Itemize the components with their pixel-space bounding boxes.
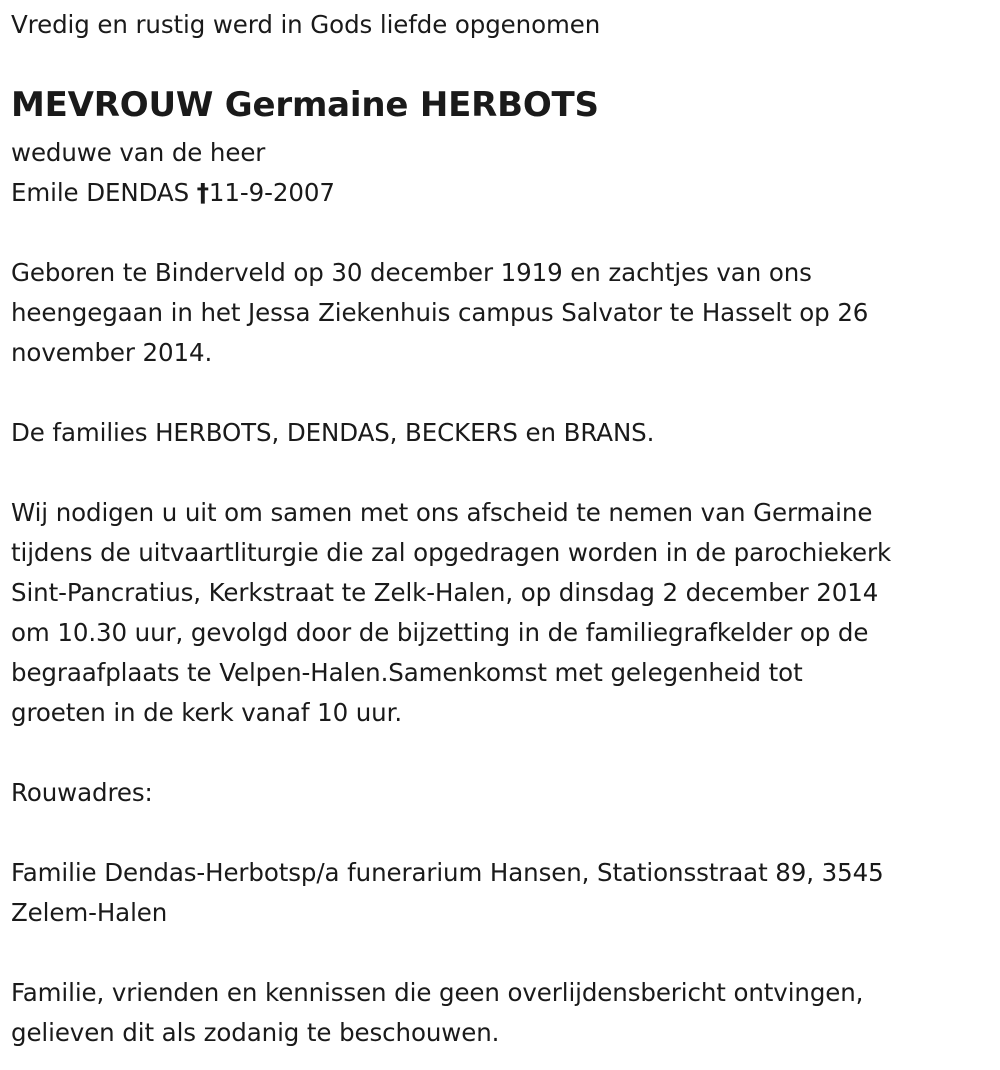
- paragraph-line: november 2014.: [11, 338, 213, 367]
- paragraph-line: Geboren te Binderveld op 30 december 1919 en zachtjes van ons: [11, 258, 812, 287]
- paragraph-line: Familie, vrienden en kennissen die geen overlijdensbericht ontvingen,: [11, 978, 864, 1007]
- spouse-line-2: [11, 173, 335, 213]
- paragraph-line: om 10.30 uur, gevolgd door de bijzetting in de familiegrafkelder op de: [11, 618, 869, 647]
- intro-text: Vredig en rustig werd in Gods liefde opgenomen: [11, 10, 601, 39]
- spouse-name: Emile DENDAS: [11, 178, 190, 207]
- spouse-death-date: 11-9-2007: [208, 178, 335, 207]
- paragraph-line: Zelem-Halen: [11, 898, 168, 927]
- address-paragraph: [11, 853, 884, 933]
- paragraph-line: gelieven dit als zodanig te beschouwen.: [11, 1018, 500, 1047]
- closing-paragraph: [11, 973, 863, 1053]
- cross-icon: †: [196, 178, 209, 207]
- paragraph-line: Wij nodigen u uit om samen met ons afscheid te nemen van Germaine: [11, 498, 873, 527]
- paragraph-line: De families HERBOTS, DENDAS, BECKERS en BRANS.: [11, 418, 655, 447]
- spouse-line-1: weduwe van de heer: [11, 138, 266, 167]
- rouwadres-label-block: [11, 773, 153, 813]
- birth-death-paragraph: [11, 253, 868, 373]
- rouwadres-label: Rouwadres:: [11, 778, 153, 807]
- paragraph-line: begraafplaats te Velpen-Halen.Samenkomst met gelegenheid tot: [11, 658, 803, 687]
- families-paragraph: [11, 413, 654, 453]
- spouse-block: [11, 133, 335, 213]
- paragraph-line: tijdens de uitvaartliturgie die zal opgedragen worden in de parochiekerk: [11, 538, 892, 567]
- paragraph-line: groeten in de kerk vanaf 10 uur.: [11, 698, 403, 727]
- invitation-paragraph: [11, 493, 891, 733]
- deceased-name: MEVROUW Germaine HERBOTS: [11, 85, 599, 125]
- paragraph-line: Familie Dendas-Herbotsp/a funerarium Hansen, Stationsstraat 89, 3545: [11, 858, 884, 887]
- paragraph-line: Sint-Pancratius, Kerkstraat te Zelk-Halen, op dinsdag 2 december 2014: [11, 578, 879, 607]
- paragraph-line: heengegaan in het Jessa Ziekenhuis campus Salvator te Hasselt op 26: [11, 298, 869, 327]
